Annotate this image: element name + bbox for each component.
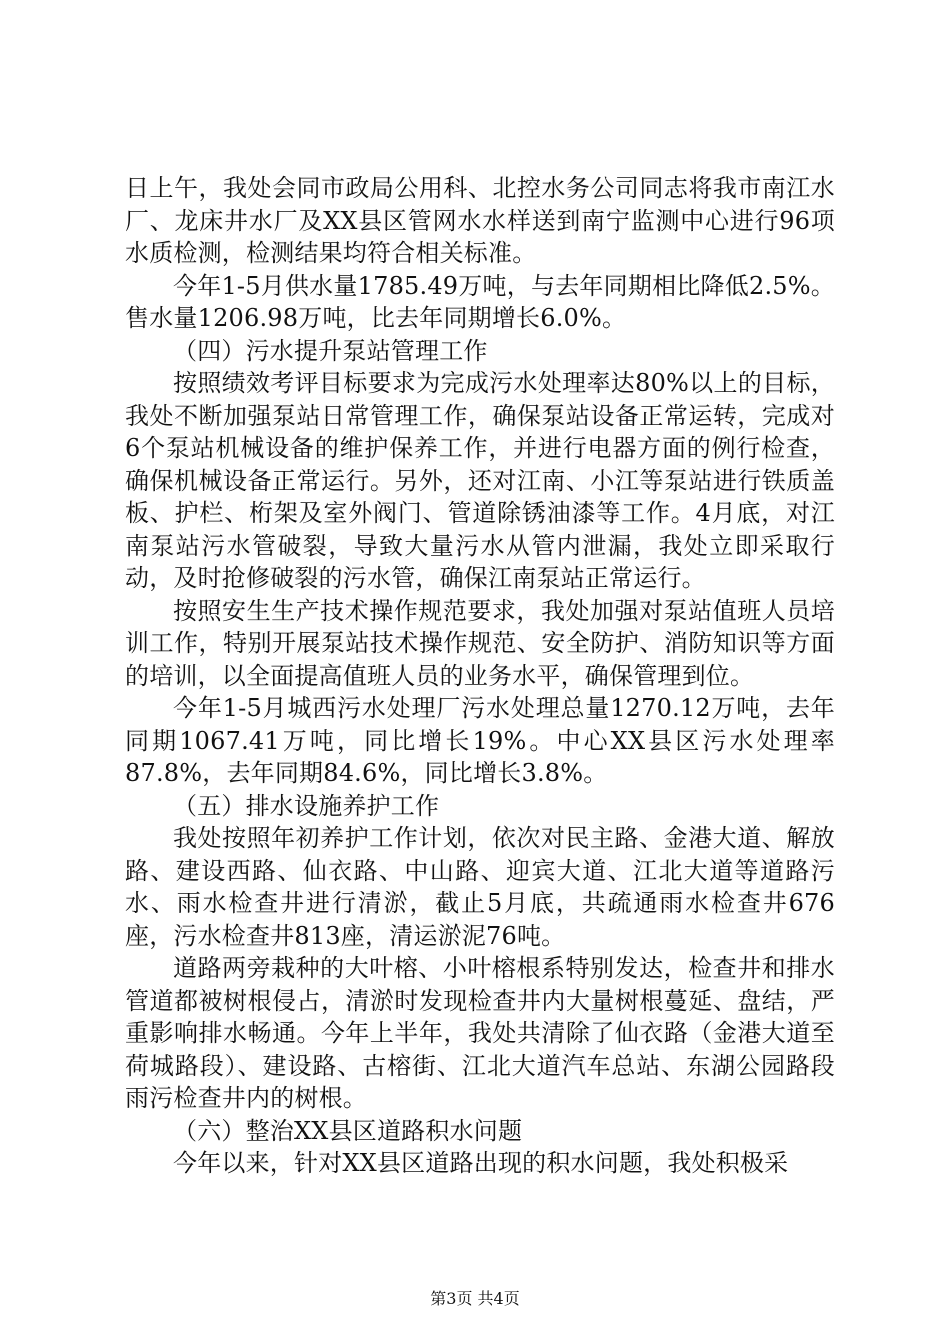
paragraph: 今年1-5月供水量1785.49万吨，与去年同期相比降低2.5%。售水量1206.98万吨，比去年同期增长6.0%。 — [125, 271, 835, 332]
paragraph: 按照绩效考评目标要求为完成污水处理率达80%以上的目标，我处不断加强泵站日常管理工作，确保泵站设备正常运转，完成对6个泵站机械设备的维护保养工作，并进行电器方面的例行检查，确保机械设备正常运行。另外，还对江南、小江等泵站进行铁质盖板、护栏、桁架及室外阀门、管道除锈油漆等工作。4月底，对江南泵站污水管破裂，导致大量污水从管内泄漏，我处立即采取行动，及时抢修破裂的污水管，确保江南泵站正常运行。 — [125, 369, 835, 592]
paragraph: 我处按照年初养护工作计划，依次对民主路、金港大道、解放路、建设西路、仙衣路、中山路、迎宾大道、江北大道等道路污水、雨水检查井进行清淤，截止5月底，共疏通雨水检查井676座，污水检查井813座，清运淤泥76吨。 — [125, 824, 835, 950]
paragraph: 日上午，我处会同市政局公用科、北控水务公司同志将我市南江水厂、龙床井水厂及XX县区管网水水样送到南宁监测中心进行96项水质检测，检测结果均符合相关标准。 — [125, 174, 835, 267]
paragraph: 道路两旁栽种的大叶榕、小叶榕根系特别发达，检查井和排水管道都被树根侵占，清淤时发现检查井内大量树根蔓延、盘结，严重影响排水畅通。今年上半年，我处共清除了仙衣路（金港大道至荷城路段）、建设路、古榕街、江北大道汽车总站、东湖公园路段雨污检查井内的树根。 — [125, 954, 835, 1112]
paragraph: 今年1-5月城西污水处理厂污水处理总量1270.12万吨，去年同期1067.41万吨，同比增长19%。中心XX县区污水处理率87.8%，去年同期84.6%，同比增长3.8%。 — [125, 694, 835, 787]
page-footer — [0, 1286, 950, 1309]
section-heading: （五）排水设施养护工作 — [173, 791, 440, 820]
page-number: 第3页 共4页 — [430, 1289, 520, 1308]
paragraph: 今年以来，针对XX县区道路出现的积水问题，我处积极采 — [173, 1149, 789, 1177]
body-text — [125, 172, 835, 1180]
section-heading: （四）污水提升泵站管理工作 — [173, 336, 488, 365]
section-heading: （六）整治XX县区道路积水问题 — [173, 1116, 523, 1145]
paragraph: 按照安生生产技术操作规范要求，我处加强对泵站值班人员培训工作，特别开展泵站技术操作规范、安全防护、消防知识等方面的培训，以全面提高值班人员的业务水平，确保管理到位。 — [125, 596, 835, 690]
